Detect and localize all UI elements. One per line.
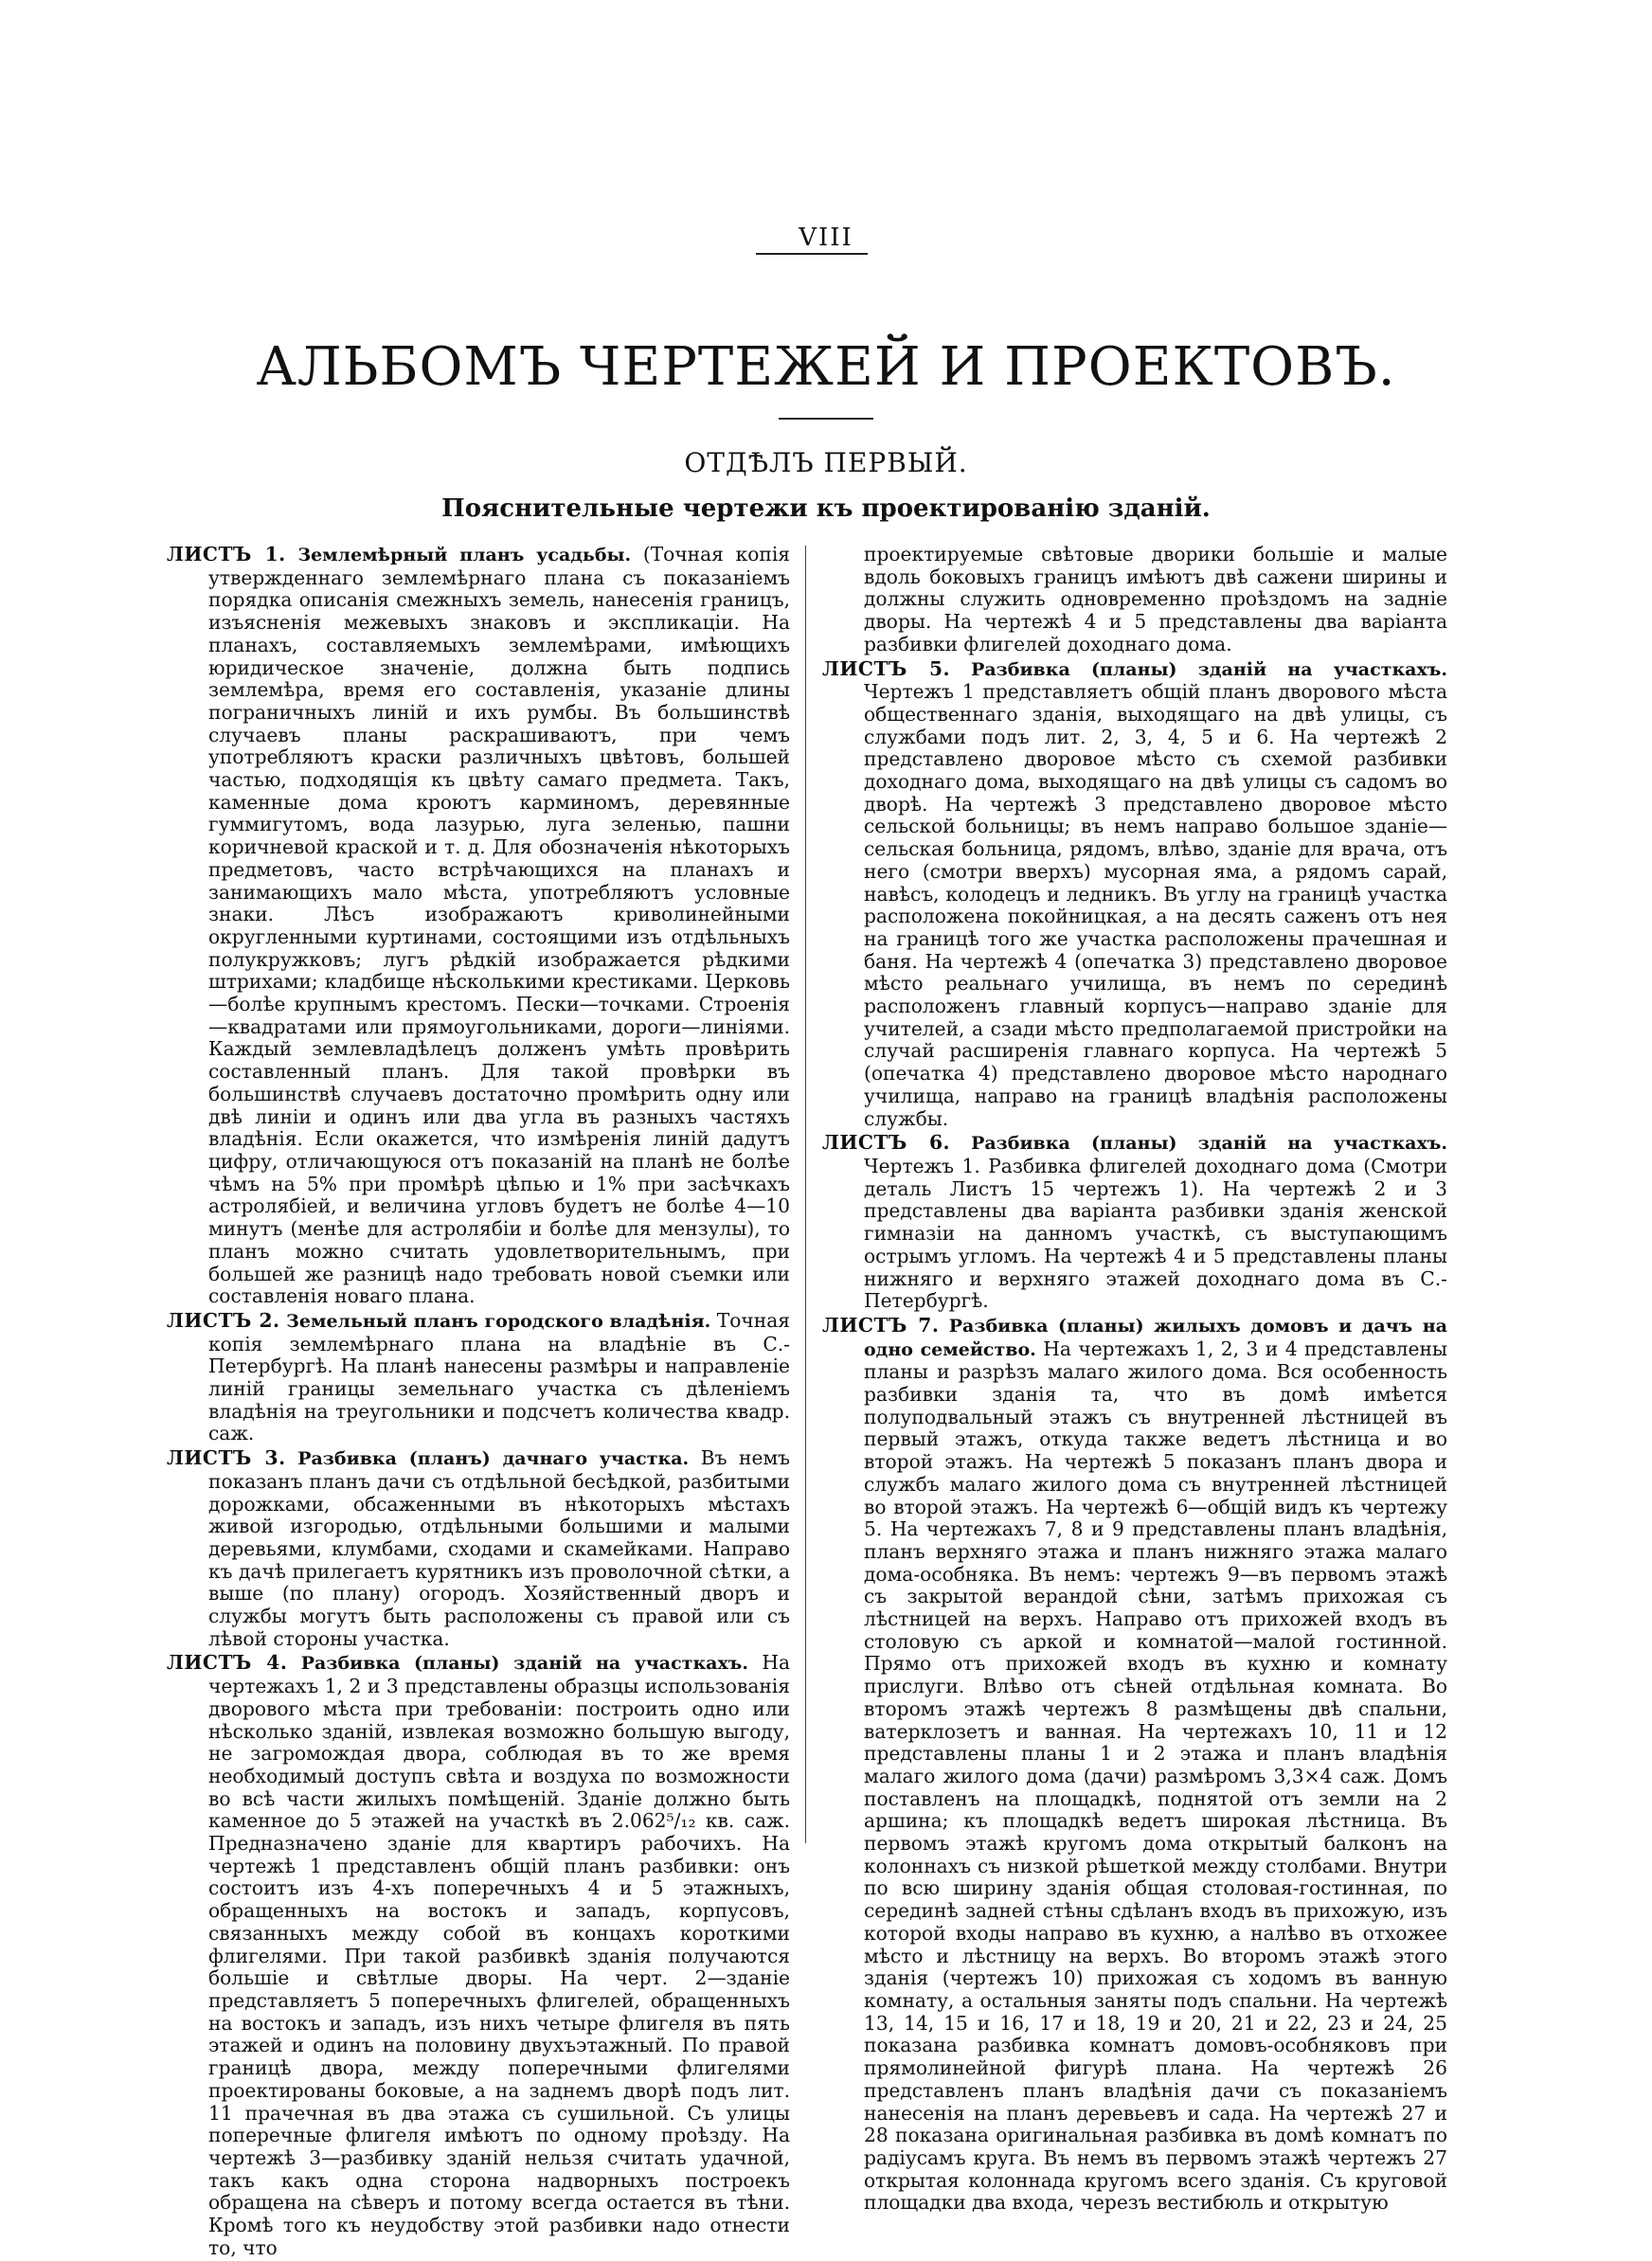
sheet-label: ЛИСТЪ 4. <box>167 1651 288 1675</box>
sheet-entry-6 <box>822 1132 1447 1313</box>
entry-title: Земельный планъ городского владѣнія. <box>286 1310 711 1332</box>
page-title: АЛЬБОМЪ ЧЕРТЕЖЕЙ И ПРОЕКТОВЪ. <box>256 336 1396 398</box>
sheet-label: ЛИСТЪ 2. <box>167 1308 280 1332</box>
sheet-entry-5 <box>822 658 1447 1131</box>
sheet-label: ЛИСТЪ 3. <box>167 1446 286 1470</box>
page-number: VIII <box>799 224 853 252</box>
title-rule <box>779 418 873 420</box>
entry-text: Въ немъ показанъ планъ дачи съ отдѣльной бесѣдкой, разбитыми дорожками, обсаженными въ нѣкоторыхъ мѣстахъ живой изгородью, отдѣльными большими и малыми деревьями, клумбами, сходами и скамейками. Направо къ дачѣ прилегаетъ курятникъ изъ проволочной сѣтки, а выше (по плану) огородъ. Хозяйственный дворъ и службы могутъ быть расположены съ правой или съ лѣвой стороны участка. <box>208 1446 790 1650</box>
page-number-rule <box>756 253 868 255</box>
entry-text: Чертежъ 1 представляетъ общій планъ дворового мѣста общественнаго зданія, выходящаго на двѣ улицы, съ службами подъ лит. 2, 3, 4, 5 и 6. На чертежѣ 2 представлено дворовое мѣсто съ схемой разбивки доходнаго дома, выходящаго на двѣ улицы съ садомъ во дворѣ. На чертежѣ 3 представлено дворовое мѣсто сельской больницы; въ немъ направо большое зданіе—сельская больница, рядомъ, влѣво, зданіе для врача, отъ него (смотри вверхъ) мусорная яма, а рядомъ сарай, навѣсъ, колодецъ и ледникъ. Въ углу на границѣ участка расположена покойницкая, а на десять саженъ отъ нея на границѣ того же участка расположены прачешная и баня. На чертежѣ 4 (опечатка 3) представлено дворовое мѣсто реальнаго училища, въ немъ по серединѣ расположенъ главный корпусъ—направо зданіе для учителей, а сзади мѣсто предполагаемой пристройки на случай расширенія главнаго корпуса. На чертежѣ 5 (опечатка 4) представлено дворовое мѣсто народнаго училища, направо на границѣ владѣнія расположены службы. <box>864 680 1447 1130</box>
entry-text: Точная копія землемѣрнаго плана на владѣніе въ С.-Петербургѣ. На планѣ нанесены размѣры и направленіе линій границы земельнаго участка съ дѣленіемъ владѣнія на треугольники и подсчетъ количества квадр. саж. <box>208 1308 790 1445</box>
sheet-label: ЛИСТЪ 5. <box>822 656 951 680</box>
entry-title: Разбивка (планы) зданій на участкахъ. <box>971 658 1447 680</box>
section-subtitle: Пояснительные чертежи къ проектированію зданій. <box>441 494 1211 523</box>
entry-text: На чертежахъ 1, 2, 3 и 4 представлены планы и разрѣзъ малаго жилого дома. Вся особенность разбивки зданія та, что въ домѣ имѣется полуподвальный этажъ съ внутренней лѣстницей въ первый этажъ, откуда также ведетъ лѣстница и во второй этажъ. На чертежѣ 5 показанъ планъ двора и службъ малаго жилого дома съ внутренней лѣстницей во второй этажъ. На чертежѣ 6—общій видъ къ чертежу 5. На чертежахъ 7, 8 и 9 представлены планъ владѣнія, планъ верхняго этажа и планъ нижняго этажа малаго дома-особняка. Въ немъ: чертежъ 9—въ первомъ этажѣ съ закрытой верандой сѣни, затѣмъ прихожая съ лѣстницей на верхъ. Направо отъ прихожей входъ въ столовую съ аркой и комнатой—малой гостинной. Прямо отъ прихожей входъ въ кухню и комнату прислуги. Влѣво отъ сѣней отдѣльная комната. Во второмъ этажѣ чертежъ 8 размѣщены двѣ спальни, ватерклозетъ и ванная. На чертежахъ 10, 11 и 12 представлены планы 1 и 2 этажа и планъ владѣнія малаго жилого дома (дачи) размѣромъ 3,3×4 саж. Домъ поставленъ на площадкѣ, поднятой отъ земли на 2 аршина; къ площадкѣ ведетъ широкая лѣстница. Въ первомъ этажѣ кругомъ дома открытый балконъ на колоннахъ съ низкой рѣшеткой между столбами. Внутри по всю ширину зданія общая столовая-гостинная, по серединѣ задней стѣны сдѣланъ входъ въ прихожую, изъ которой входы направо въ кухню, а налѣво въ отхожее мѣсто и лѣстницу на верхъ. Во второмъ этажѣ этого зданія (чертежъ 10) прихожая съ ходомъ въ ванную комнату, а остальныя заняты подъ спальни. На чертежѣ 13, 14, 15 и 16, 17 и 18, 19 и 20, 21 и 22, 23 и 24, 25 показана разбивка комнатъ домовъ-особняковъ при прямолинейной фигурѣ плана. На чертежѣ 26 представленъ планъ владѣнія дачи съ показаніемъ нанесенія на планъ деревьевъ и сада. На чертежѣ 27 и 28 показана оригинальная разбивка въ домѣ комнатъ по радіусамъ круга. Въ немъ въ первомъ этажѣ чертежъ 27 открытая колоннада кругомъ всего зданія. Съ круговой площадки два входа, черезъ вестибюль и открытую <box>864 1337 1447 2215</box>
entry-text: проектируемые свѣтовые дворики большіе и малые вдоль боковыхъ границъ имѣютъ двѣ сажени ширины и должны служить одновременно проѣздомъ на задніе дворы. На чертежѣ 4 и 5 представлены два варіанта разбивки флигелей доходнаго дома. <box>864 543 1447 655</box>
column-divider <box>805 546 806 1843</box>
entry-title: Разбивка (планы) жилыхъ домовъ и дачъ на одно семейство. <box>864 1315 1447 1360</box>
sheet-entry-3 <box>167 1447 790 1650</box>
entry-text: На чертежахъ 1, 2 и 3 представлены образцы использованія дворового мѣста при требованіи: построить одно или нѣсколько зданій, извлекая возможно большую выгоду, не загромождая двора, соблюдая въ то же время необходимый доступъ свѣта и воздуха по возможности во всѣ части жилыхъ помѣщеній. Зданіе должно быть каменное до 5 этажей на участкѣ въ 2.062⁵/₁₂ кв. саж. Предназначено зданіе для квартиръ рабочихъ. На чертежѣ 1 представленъ общій планъ разбивки: онъ состоитъ изъ 4-хъ поперечныхъ 4 и 5 этажныхъ, обращенныхъ на востокъ и западъ, корпусовъ, связанныхъ между собой въ концахъ короткими флигелями. При такой разбивкѣ зданія получаются большіе и свѣтлые дворы. На черт. 2—зданіе представляетъ 5 поперечныхъ флигелей, обращенныхъ на востокъ и западъ, изъ нихъ четыре флигеля въ пять этажей и одинъ на половину двухъэтажный. По правой границѣ двора, между поперечными флигелями проектированы боковые, а на заднемъ дворѣ подъ лит. 11 прачечная въ два этажа съ сушильной. Съ улицы поперечные флигеля имѣютъ по одному проѣзду. На чертежѣ 3—разбивку зданій нельзя считать удачной, такъ какъ одна сторона надворныхъ построекъ обращена на сѣверъ и потому всегда остается въ тѣни. Кромѣ того къ неудобству этой разбивки надо отнести то, что <box>208 1651 791 2259</box>
entry-text: Чертежъ 1. Разбивка флигелей доходнаго дома (Смотри деталь Листъ 15 чертежъ 1). На чертежѣ 2 и 3 представлены два варіанта разбивки зданія женской гимназіи на данномъ участкѣ, съ выступающимъ острымъ угломъ. На чертежѣ 4 и 5 представлены планы нижняго и верхняго этажей доходнаго дома въ С.-Петербургѣ. <box>864 1154 1447 1313</box>
sheet-entry-4-continued <box>822 544 1447 656</box>
section-title: ОТДѢЛЪ ПЕРВЫЙ. <box>684 447 968 478</box>
entry-title: Землемѣрный планъ усадьбы. <box>297 545 632 565</box>
entry-title: Разбивка (планы) зданій на участкахъ. <box>971 1133 1447 1155</box>
entry-title: Разбивка (планъ) дачнаго участка. <box>297 1448 690 1470</box>
entry-title: Разбивка (планы) зданій на участкахъ. <box>300 1653 749 1675</box>
entry-text: (Точная копія утвержденнаго землемѣрнаго плана съ показаніемъ порядка описанія смежныхъ земель, нанесенія границъ, изъясненія межевыхъ знаковъ и экспликаціи. На планахъ, составляемыхъ землемѣрами, имѣющихъ юридическое значеніе, должна быть подпись землемѣра, время его составленія, указаніе длины пограничныхъ линій и ихъ румбы. Въ большинствѣ случаевъ планы раскрашиваютъ, при чемъ употребляютъ краски различныхъ цвѣтовъ, большей частью, подходящія къ цвѣту самаго предмета. Такъ, каменные дома кроютъ карминомъ, деревянные гуммигутомъ, вода лазурью, луга зеленью, пашни коричневой краской и т. д. Для обозначенія нѣкоторыхъ предметовъ, часто встрѣчающихся на планахъ и занимающихъ мало мѣста, употребляютъ условные знаки. Лѣсъ изображаютъ криволинейными округленными куртинами, состоящими изъ отдѣльныхъ полукружковъ; лугъ рѣдкій изображается рѣдкими штрихами; кладбище нѣсколькими крестиками. Церковь—болѣе крупнымъ крестомъ. Пески—точками. Строенія—квадратами или прямоугольниками, дороги—линіями. Каждый землевладѣлецъ долженъ умѣть провѣрить составленный планъ. Для такой провѣрки въ большинствѣ случаевъ достаточно промѣрить одну или двѣ линіи и одинъ или два угла въ разныхъ частяхъ владѣнія. Если окажется, что измѣренія линій дадутъ цифру, отличающуюся отъ показаній на планѣ не болѣе чѣмъ на 5% при промѣрѣ цѣпью и 1% при засѣчкахъ астролябіей, и величина угловъ будетъ не болѣе 4—10 минутъ (менѣе для астролябіи и болѣе для мензулы), то планъ можно считать удовлетворительнымъ, при большей же разницѣ надо требовать новой съемки или составленія новаго плана. <box>208 543 791 1308</box>
sheet-entry-2 <box>167 1310 790 1445</box>
sheet-entry-1 <box>167 544 790 1308</box>
sheet-entry-4 <box>167 1652 790 2259</box>
left-column <box>167 544 790 2261</box>
right-column <box>822 544 1447 2216</box>
sheet-entry-7 <box>822 1315 1447 2215</box>
sheet-label: ЛИСТЪ 6. <box>822 1131 951 1155</box>
sheet-label: ЛИСТЪ 1. <box>167 543 286 565</box>
sheet-label: ЛИСТЪ 7. <box>822 1313 940 1337</box>
